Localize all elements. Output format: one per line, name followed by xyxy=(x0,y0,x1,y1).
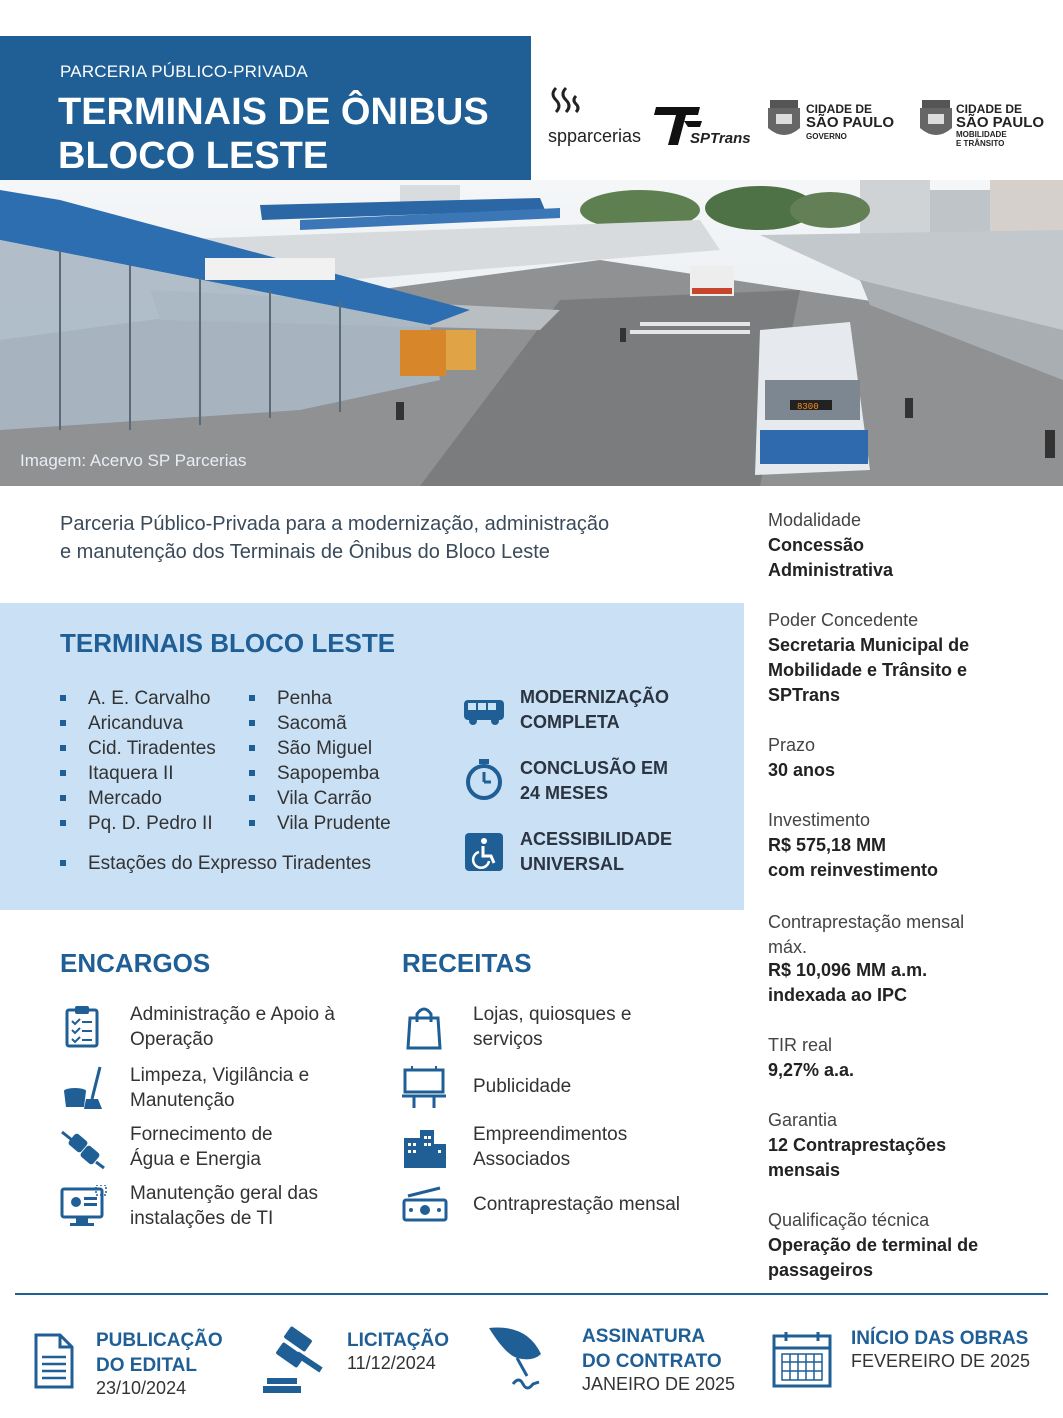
terminals-list-col1 xyxy=(60,686,216,836)
detail-label-poder-concedente: Poder Concedente xyxy=(768,610,919,630)
timeline-title: PUBLICAÇÃO xyxy=(96,1330,223,1351)
title-line-1: TERMINAIS DE ÔNIBUS xyxy=(58,91,489,133)
timeline-obras xyxy=(772,1328,1052,1402)
detail-value-investimento xyxy=(768,833,1053,883)
receita-item xyxy=(402,1066,732,1110)
feature-line: CONCLUSÃO EM xyxy=(520,758,668,778)
value-line: Administrativa xyxy=(768,560,894,580)
sptrans-wordmark: SPTrans xyxy=(690,130,751,147)
encargo-item xyxy=(60,1063,380,1123)
list-item: Penha xyxy=(249,686,391,711)
timeline-title: INÍCIO DAS OBRAS xyxy=(851,1328,1029,1349)
encargo-item xyxy=(60,1181,380,1241)
feature-line: COMPLETA xyxy=(520,712,620,732)
encargo-item xyxy=(60,1004,380,1064)
document-icon xyxy=(32,1333,76,1389)
item-line: Manutenção geral das xyxy=(130,1183,319,1204)
detail-label-contraprestacao xyxy=(768,910,964,960)
detail-label-tir: TIR real xyxy=(768,1035,833,1055)
detail-label-qualificacao: Qualificação técnica xyxy=(768,1210,930,1230)
calendar-icon xyxy=(772,1332,832,1388)
timeline-date: FEVEREIRO DE 2025 xyxy=(851,1351,1031,1371)
item-line: Contraprestação mensal xyxy=(473,1194,680,1215)
item-line: Operação xyxy=(130,1029,214,1050)
item-line: Água e Energia xyxy=(130,1149,261,1170)
timeline-licitacao xyxy=(263,1326,483,1400)
wheelchair-icon xyxy=(462,830,506,874)
detail-label-investimento: Investimento xyxy=(768,810,871,830)
terminals-title: TERMINAIS BLOCO LESTE xyxy=(60,628,396,658)
detail-value-garantia xyxy=(768,1133,1053,1183)
value-line: 12 Contraprestações xyxy=(768,1135,947,1155)
intro-line-1: Parceria Público-Privada para a modernização, administração xyxy=(60,513,610,535)
list-item: Estações do Expresso Tiradentes xyxy=(60,851,371,876)
feature-line: ACESSIBILIDADE xyxy=(520,829,673,849)
item-line: Publicidade xyxy=(473,1076,572,1097)
list-item: Cid. Tiradentes xyxy=(60,736,216,761)
intro-text xyxy=(60,510,730,566)
detail-label-modalidade: Modalidade xyxy=(768,510,862,530)
shopping-bag-icon xyxy=(402,1004,446,1050)
timeline-title: DO CONTRATO xyxy=(582,1351,722,1372)
cidade-line-3: GOVERNO xyxy=(806,132,847,141)
value-line: passageiros xyxy=(768,1260,874,1280)
item-line: Limpeza, Vigilância e xyxy=(130,1065,310,1086)
receita-item xyxy=(402,1186,732,1230)
detail-label-garantia: Garantia xyxy=(768,1110,838,1130)
timeline-title: LICITAÇÃO xyxy=(347,1330,450,1351)
encargos-title: ENCARGOS xyxy=(60,948,211,978)
bus-sign: 8300 xyxy=(797,402,819,412)
detail-label-prazo: Prazo xyxy=(768,735,816,755)
list-item: Aricanduva xyxy=(60,711,216,736)
spparcerias-wordmark: spparcerias xyxy=(548,126,642,146)
bus-icon xyxy=(462,690,506,734)
spparcerias-logo xyxy=(548,84,648,154)
gavel-icon xyxy=(263,1326,325,1396)
item-line: instalações de TI xyxy=(130,1208,274,1229)
detail-value-poder-concedente xyxy=(768,633,1053,708)
detail-value-tir xyxy=(768,1058,1053,1083)
list-item: Vila Prudente xyxy=(249,811,391,836)
bus-terminal-image xyxy=(0,180,1063,486)
item-line: Manutenção xyxy=(130,1090,235,1111)
cidade-sao-paulo-mobilidade-logo xyxy=(918,98,1058,154)
timeline-title: DO EDITAL xyxy=(96,1355,197,1376)
detail-value-prazo xyxy=(768,758,1053,783)
item-line: serviços xyxy=(473,1029,543,1050)
cidade-line-4: E TRÂNSITO xyxy=(956,139,1005,148)
title-line-2: BLOCO LESTE xyxy=(58,135,329,177)
sptrans-logo xyxy=(654,103,764,149)
clipboard-icon xyxy=(60,1004,104,1048)
page-title xyxy=(58,90,489,178)
value-line: R$ 575,18 MM xyxy=(768,835,887,855)
list-item: A. E. Carvalho xyxy=(60,686,216,711)
cidade-line-3: MOBILIDADE xyxy=(956,130,1007,139)
sao-paulo-coat-of-arms-icon xyxy=(918,98,954,142)
plug-icon xyxy=(60,1126,106,1172)
computer-icon xyxy=(60,1185,108,1229)
terminal-photo xyxy=(0,180,1063,486)
buildings-icon xyxy=(402,1126,448,1170)
list-item: Sapopemba xyxy=(249,761,391,786)
value-line: mensais xyxy=(768,1160,841,1180)
list-item: Mercado xyxy=(60,786,216,811)
money-icon xyxy=(402,1186,448,1224)
stopwatch-icon xyxy=(462,758,506,802)
detail-value-qualificacao xyxy=(768,1233,1053,1283)
cidade-line-1: CIDADE DE xyxy=(956,102,1023,116)
feature-line: 24 MESES xyxy=(520,783,609,803)
billboard-icon xyxy=(402,1066,446,1108)
detail-value-modalidade xyxy=(768,533,1053,583)
encargo-item xyxy=(60,1122,380,1182)
timeline-date: 11/12/2024 xyxy=(347,1353,436,1373)
label-line: máx. xyxy=(768,937,808,957)
cidade-line-1: CIDADE DE xyxy=(806,102,873,116)
list-item: Sacomã xyxy=(249,711,391,736)
list-item: Vila Carrão xyxy=(249,786,391,811)
value-line: 30 anos xyxy=(768,760,836,780)
header-subtitle: PARCERIA PÚBLICO-PRIVADA xyxy=(60,62,308,81)
sao-paulo-coat-of-arms-icon xyxy=(766,98,802,142)
value-line: indexada ao IPC xyxy=(768,985,908,1005)
cidade-line-2: SÃO PAULO xyxy=(806,114,895,131)
value-line: Secretaria Municipal de xyxy=(768,635,970,655)
timeline-assinatura xyxy=(487,1324,757,1398)
cleaning-icon xyxy=(60,1065,106,1111)
item-line: Empreendimentos xyxy=(473,1124,628,1145)
value-line: 9,27% a.a. xyxy=(768,1060,855,1080)
receitas-title: RECEITAS xyxy=(402,948,532,978)
terminals-list-extra xyxy=(60,851,371,876)
item-line: Fornecimento de xyxy=(130,1124,273,1145)
intro-line-2: e manutenção dos Terminais de Ônibus do Bloco Leste xyxy=(60,541,550,563)
photo-caption: Imagem: Acervo SP Parcerias xyxy=(20,451,247,470)
value-line: Concessão xyxy=(768,535,865,555)
quill-icon xyxy=(487,1324,543,1396)
value-line: Mobilidade e Trânsito e xyxy=(768,660,968,680)
detail-value-contraprestacao xyxy=(768,958,1053,1008)
value-line: com reinvestimento xyxy=(768,860,939,880)
item-line: Administração e Apoio à xyxy=(130,1004,335,1025)
list-item: São Miguel xyxy=(249,736,391,761)
receita-item xyxy=(402,1122,732,1182)
item-line: Associados xyxy=(473,1149,571,1170)
list-item: Itaquera II xyxy=(60,761,216,786)
cidade-sao-paulo-governo-logo xyxy=(766,98,906,148)
value-line: R$ 10,096 MM a.m. xyxy=(768,960,928,980)
value-line: Operação de terminal de xyxy=(768,1235,979,1255)
item-line: Lojas, quiosques e xyxy=(473,1004,632,1025)
timeline-title: ASSINATURA xyxy=(582,1326,706,1347)
label-line: Contraprestação mensal xyxy=(768,912,965,932)
timeline-date: JANEIRO DE 2025 xyxy=(582,1374,736,1394)
feature-line: MODERNIZAÇÃO xyxy=(520,687,669,707)
terminals-list-col2 xyxy=(249,686,391,836)
cidade-line-2: SÃO PAULO xyxy=(956,114,1045,131)
receita-item xyxy=(402,1004,732,1064)
list-item: Pq. D. Pedro II xyxy=(60,811,216,836)
timeline-divider xyxy=(15,1293,1048,1295)
feature-line: UNIVERSAL xyxy=(520,854,625,874)
value-line: SPTrans xyxy=(768,685,841,705)
timeline-edital xyxy=(32,1330,252,1404)
spparcerias-mark-icon xyxy=(548,84,588,126)
timeline-date: 23/10/2024 xyxy=(96,1378,187,1398)
